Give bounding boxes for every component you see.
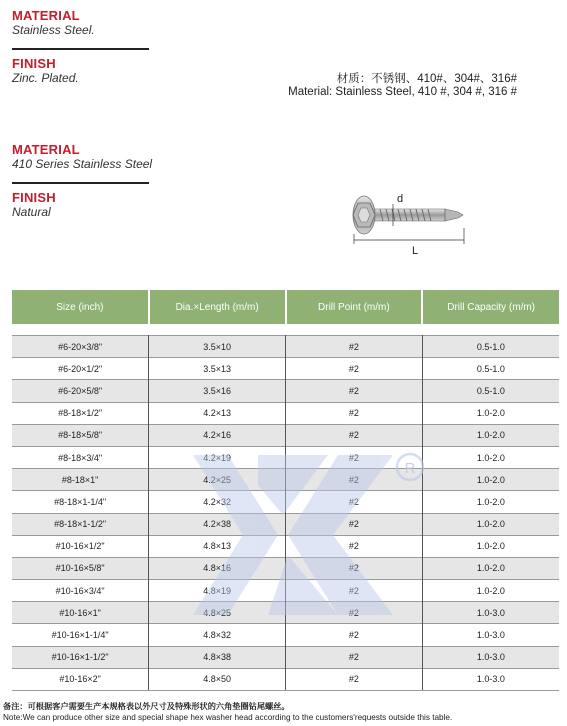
cell-size: #10-16×1" (12, 602, 149, 624)
cell-size: #8-18×1-1/2" (12, 513, 149, 535)
cell-size: #10-16×1-1/4" (12, 624, 149, 646)
section-title: FINISH (12, 56, 56, 71)
finish-section-1 (12, 56, 79, 86)
section-value: Natural (12, 205, 51, 219)
cell-drill-point: #2 (286, 469, 423, 491)
col-header-dia-length: Dia.×Length (m/m) (149, 290, 286, 324)
table-row (12, 557, 559, 579)
cell-size: #6-20×5/8" (12, 380, 149, 402)
cell-dia-length: 4.2×38 (149, 513, 286, 535)
note-cn: 备注：可根据客户需要生产本规格表以外尺寸及特殊形状的六角垫圈钻尾螺丝。 (3, 702, 290, 711)
cell-drill-point: #2 (286, 513, 423, 535)
cell-size: #8-18×1/2" (12, 402, 149, 424)
cell-drill-point: #2 (286, 402, 423, 424)
section-title: MATERIAL (12, 8, 80, 23)
cell-drill-point: #2 (286, 668, 423, 690)
cell-drill-point: #2 (286, 336, 423, 358)
cell-dia-length: 4.8×32 (149, 624, 286, 646)
cell-drill-capacity: 0.5-1.0 (422, 380, 559, 402)
cell-drill-capacity: 1.0-3.0 (422, 602, 559, 624)
cell-drill-capacity: 1.0-2.0 (422, 469, 559, 491)
cell-drill-capacity: 1.0-3.0 (422, 668, 559, 690)
cell-size: #6-20×3/8" (12, 336, 149, 358)
cell-size: #10-16×5/8" (12, 557, 149, 579)
cell-drill-point: #2 (286, 535, 423, 557)
material-note-cn: 材质：不锈钢、410#、304#、316# (336, 73, 517, 85)
note-en: Note:We can produce other size and special shape hex washer head according to the customers'requests outside this table. (3, 713, 453, 722)
cell-drill-point: #2 (286, 602, 423, 624)
cell-drill-point: #2 (286, 446, 423, 468)
table-row (12, 402, 559, 424)
material-section-1 (12, 8, 95, 38)
cell-dia-length: 4.8×25 (149, 602, 286, 624)
cell-size: #8-18×1" (12, 469, 149, 491)
cell-drill-point: #2 (286, 491, 423, 513)
cell-dia-length: 4.2×13 (149, 402, 286, 424)
section-title: MATERIAL (12, 142, 80, 157)
screw-head (353, 196, 375, 234)
cell-size: #10-16×1-1/2" (12, 646, 149, 668)
screw-shank (375, 209, 463, 221)
cell-size: #10-16×2" (12, 668, 149, 690)
section-value: 410 Series Stainless Steel (12, 157, 153, 171)
table-row (12, 380, 559, 402)
cell-size: #8-18×1-1/4" (12, 491, 149, 513)
cell-size: #6-20×1/2" (12, 358, 149, 380)
cell-dia-length: 4.8×13 (149, 535, 286, 557)
table-row (12, 446, 559, 468)
cell-dia-length: 3.5×10 (149, 336, 286, 358)
cell-drill-capacity: 1.0-3.0 (422, 646, 559, 668)
svg-text:R: R (404, 460, 416, 477)
table-row (12, 358, 559, 380)
cell-drill-point: #2 (286, 424, 423, 446)
cell-drill-point: #2 (286, 557, 423, 579)
section-value: Zinc. Plated. (12, 71, 79, 85)
cell-drill-capacity: 1.0-2.0 (422, 446, 559, 468)
cell-dia-length: 4.2×16 (149, 424, 286, 446)
label-L: L (412, 245, 419, 257)
table-row (12, 624, 559, 646)
divider (12, 182, 149, 184)
table-row (12, 513, 559, 535)
cell-drill-capacity: 1.0-2.0 (422, 580, 559, 602)
cell-dia-length: 4.2×25 (149, 469, 286, 491)
table-row (12, 668, 559, 690)
cell-drill-capacity: 1.0-2.0 (422, 424, 559, 446)
cell-dia-length: 3.5×13 (149, 358, 286, 380)
table-row (12, 491, 559, 513)
cell-dia-length: 4.8×19 (149, 580, 286, 602)
cell-drill-capacity: 0.5-1.0 (422, 336, 559, 358)
screw-diagram (348, 188, 468, 258)
label-d: d (397, 193, 404, 205)
table-row (12, 424, 559, 446)
col-header-drill-point: Drill Point (m/m) (286, 290, 423, 324)
section-value: Stainless Steel. (12, 23, 95, 37)
cell-size: #8-18×3/4" (12, 446, 149, 468)
table-row (12, 535, 559, 557)
cell-dia-length: 4.8×16 (149, 557, 286, 579)
spec-table (12, 290, 559, 691)
cell-drill-capacity: 1.0-2.0 (422, 513, 559, 535)
divider (12, 48, 149, 50)
cell-drill-point: #2 (286, 380, 423, 402)
cell-drill-point: #2 (286, 646, 423, 668)
table-row (12, 469, 559, 491)
cell-dia-length: 4.8×50 (149, 668, 286, 690)
cell-dia-length: 4.8×38 (149, 646, 286, 668)
section-title: FINISH (12, 190, 56, 205)
col-header-size: Size (inch) (12, 290, 149, 324)
material-note-en: Material: Stainless Steel, 410 #, 304 #, 316 # (288, 86, 517, 98)
cell-size: #8-18×5/8" (12, 424, 149, 446)
cell-dia-length: 4.2×19 (149, 446, 286, 468)
cell-drill-point: #2 (286, 624, 423, 646)
cell-drill-point: #2 (286, 580, 423, 602)
col-header-drill-capacity: Drill Capacity (m/m) (422, 290, 559, 324)
table-row (12, 336, 559, 358)
cell-drill-capacity: 1.0-3.0 (422, 624, 559, 646)
cell-drill-capacity: 0.5-1.0 (422, 358, 559, 380)
table-row (12, 646, 559, 668)
cell-dia-length: 3.5×16 (149, 380, 286, 402)
cell-drill-capacity: 1.0-2.0 (422, 557, 559, 579)
material-section-2 (12, 142, 152, 172)
cell-drill-capacity: 1.0-2.0 (422, 491, 559, 513)
cell-drill-capacity: 1.0-2.0 (422, 535, 559, 557)
cell-drill-point: #2 (286, 358, 423, 380)
cell-size: #10-16×3/4" (12, 580, 149, 602)
cell-size: #10-16×1/2" (12, 535, 149, 557)
cell-drill-capacity: 1.0-2.0 (422, 402, 559, 424)
table-row (12, 602, 559, 624)
table-row (12, 580, 559, 602)
cell-dia-length: 4.2×32 (149, 491, 286, 513)
finish-section-2 (12, 190, 56, 220)
